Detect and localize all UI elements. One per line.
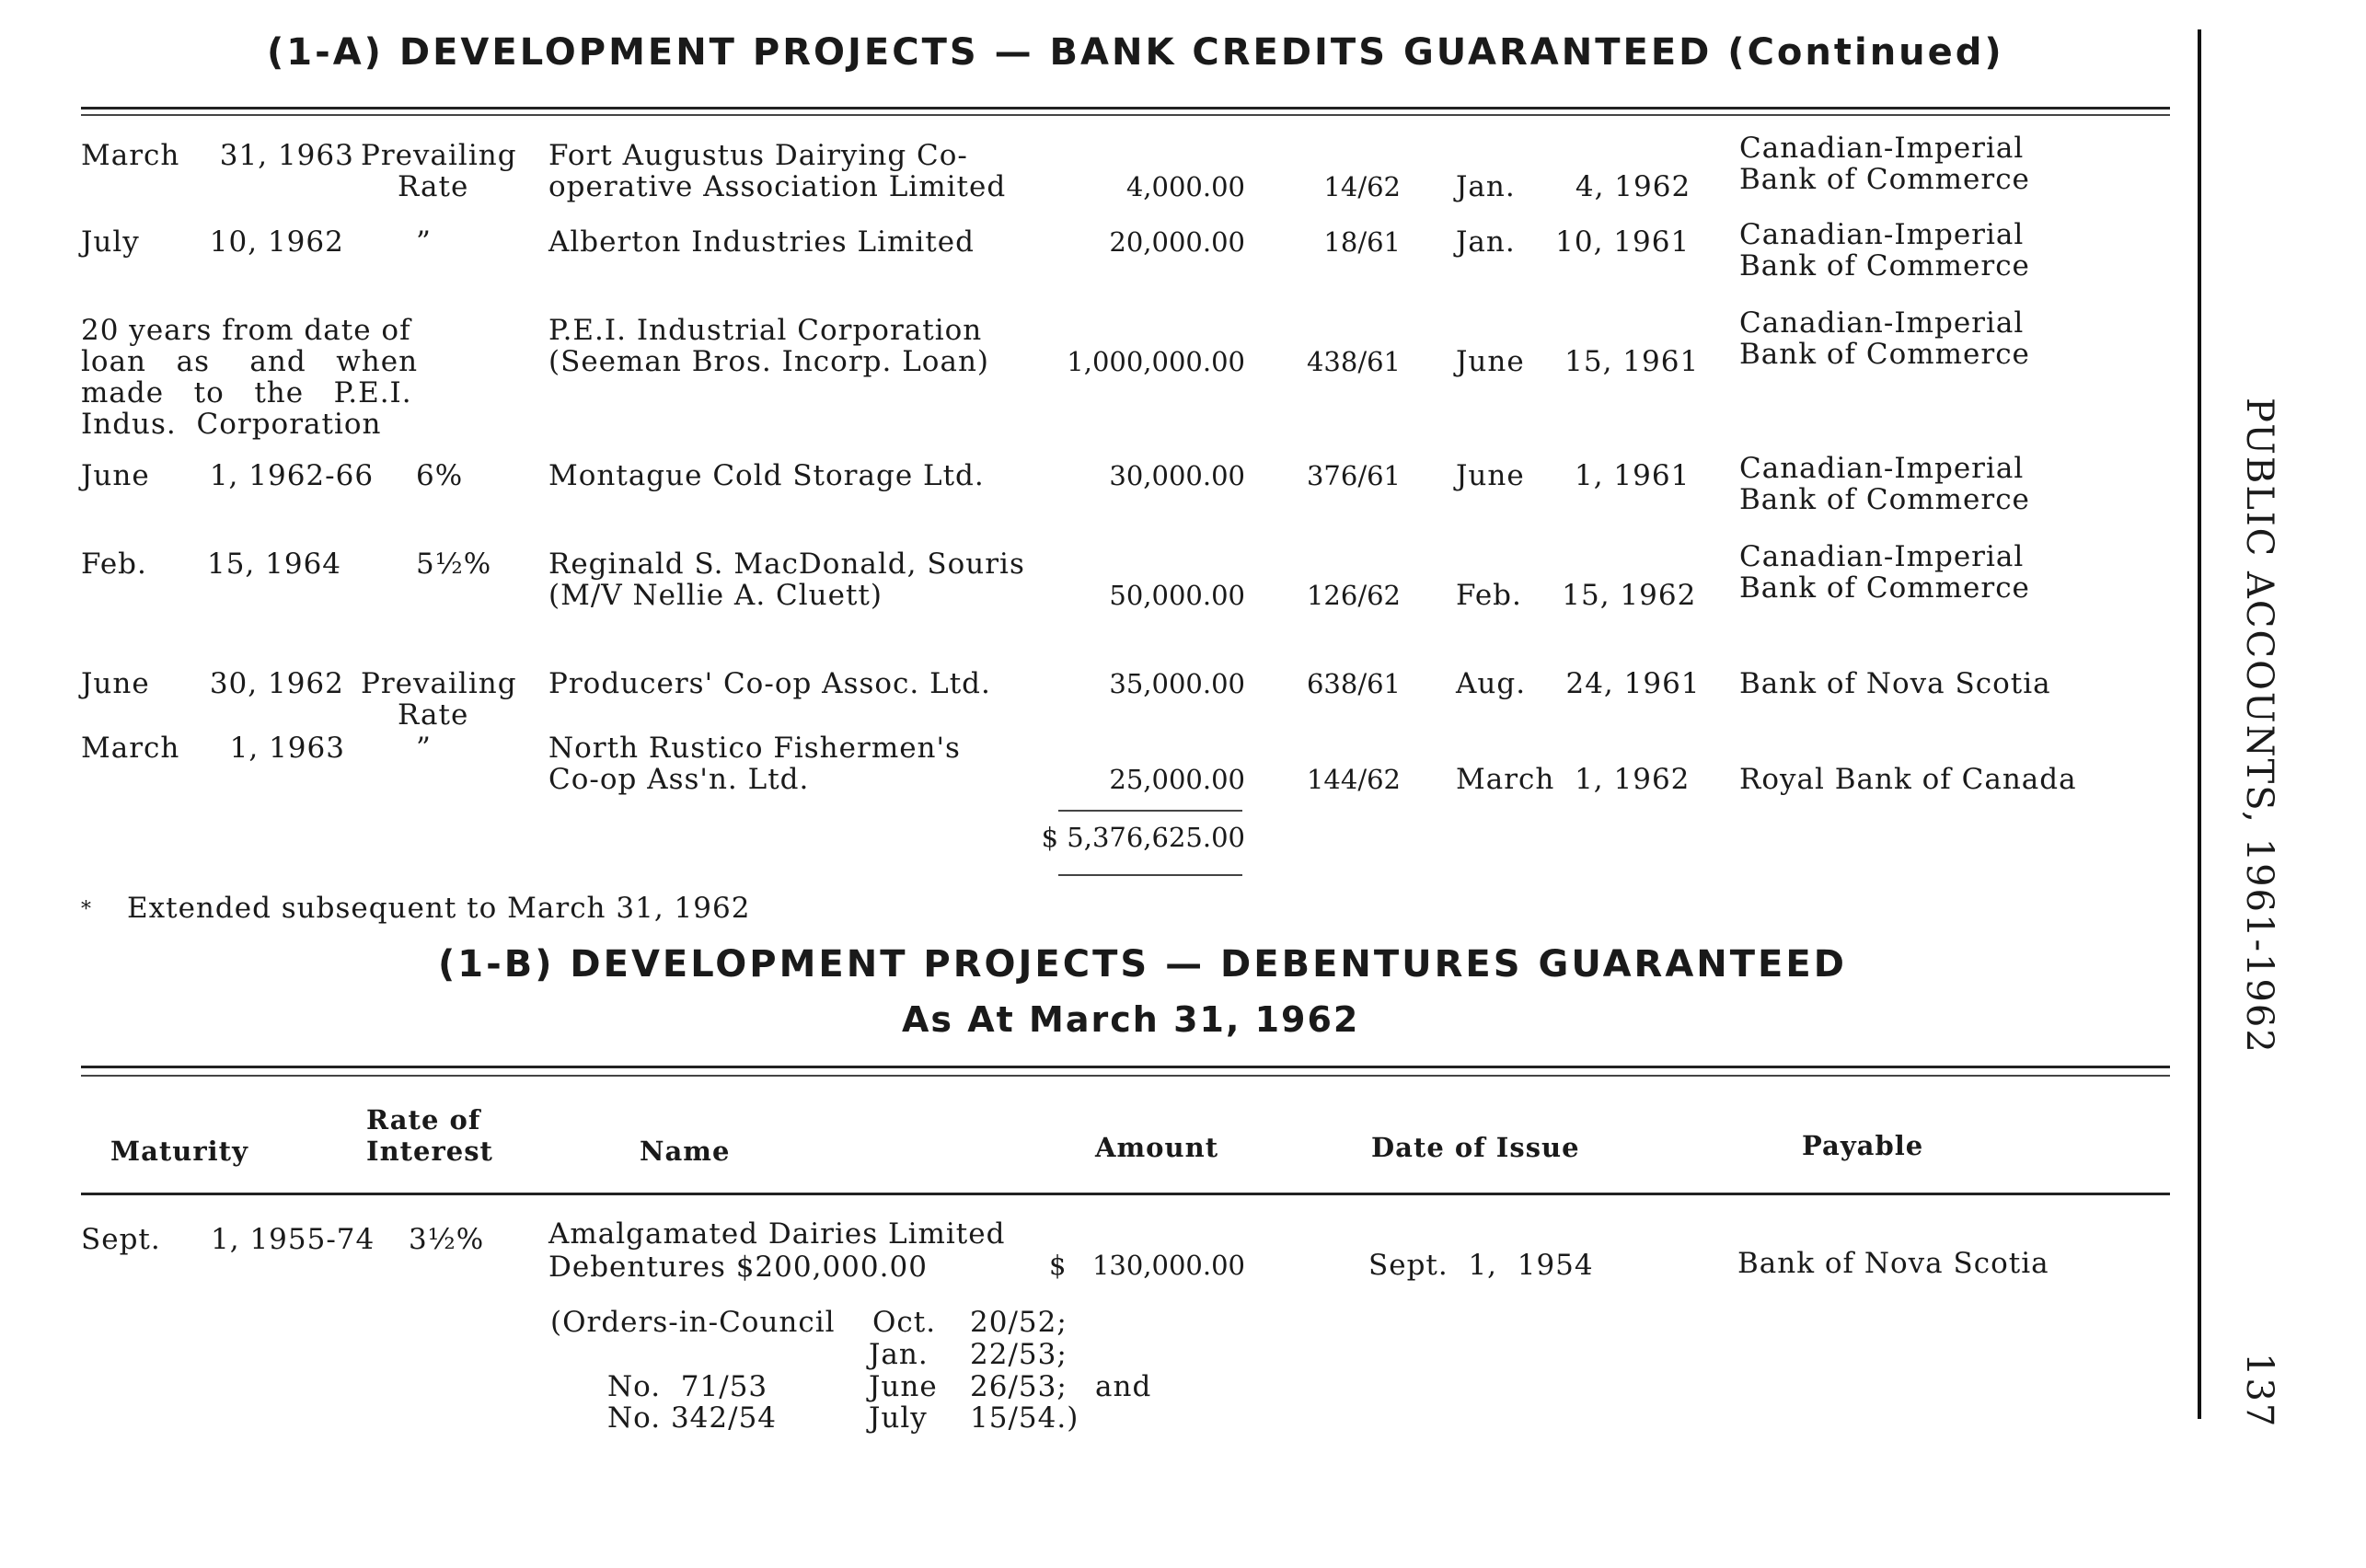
row-3-payable-1: Bank of Commerce xyxy=(1739,483,2030,516)
row-6-payable-0: Royal Bank of Canada xyxy=(1739,763,2077,796)
rule-header-b xyxy=(81,1193,2170,1195)
orders-day-1: 20/52; xyxy=(970,1306,1068,1339)
footnote: Extended subsequent to March 31, 1962 xyxy=(127,892,751,925)
header-rate-1: Rate of xyxy=(366,1104,481,1136)
row-5-amount: 35,000.00 xyxy=(1109,668,1245,699)
row-0-order: 14/62 xyxy=(1323,171,1401,202)
row-2-order: 438/61 xyxy=(1306,346,1401,377)
row-6-rate-0: ” xyxy=(416,732,432,765)
row-4-maturity-0: Feb. 15, 1964 xyxy=(81,548,342,581)
row-3-date: June 1, 1961 xyxy=(1456,459,1691,492)
row-6-date: March 1, 1962 xyxy=(1456,763,1691,796)
row-1-order: 18/61 xyxy=(1323,226,1401,258)
row-0-rate-1: Rate xyxy=(398,170,469,203)
margin-rule xyxy=(2198,29,2201,1419)
section-a-total: $ 5,376,625.00 xyxy=(1041,822,1245,853)
side-running-title: PUBLIC ACCOUNTS, 1961-1962 xyxy=(2238,398,2280,1055)
row-0-maturity-0: March 31, 1963 xyxy=(81,139,354,172)
row-5-rate-0: Prevailing xyxy=(361,667,517,700)
rule-top-a xyxy=(81,107,2170,110)
row-1-date: Jan. 10, 1961 xyxy=(1456,225,1691,259)
row-6-maturity-0: March 1, 1963 xyxy=(81,732,345,765)
row-6-name-1: Co-op Ass'n. Ltd. xyxy=(548,763,810,796)
row-4-order: 126/62 xyxy=(1306,580,1401,611)
row-0-name-0: Fort Augustus Dairying Co- xyxy=(548,139,968,172)
row-5-name-0: Producers' Co-op Assoc. Ltd. xyxy=(548,667,991,700)
orders-day-4: 15/54.) xyxy=(970,1401,1079,1435)
row-5-payable-0: Bank of Nova Scotia xyxy=(1739,667,2051,700)
row-2-maturity-1: loan as and when xyxy=(81,345,419,378)
row-5-order: 638/61 xyxy=(1306,668,1401,699)
row-0-date: Jan. 4, 1962 xyxy=(1456,170,1691,203)
row-4-payable-1: Bank of Commerce xyxy=(1739,571,2030,605)
row-6-name-0: North Rustico Fishermen's xyxy=(548,732,961,765)
row-0-amount: 4,000.00 xyxy=(1125,171,1245,202)
orders-num-1: No. 71/53 xyxy=(607,1370,768,1403)
rule-top-b-2 xyxy=(81,1075,2170,1077)
row-2-amount: 1,000,000.00 xyxy=(1067,346,1245,377)
row-1-amount: 20,000.00 xyxy=(1109,226,1245,258)
orders-num-2: No. 342/54 xyxy=(607,1401,778,1435)
row-2-name-1: (Seeman Bros. Incorp. Loan) xyxy=(548,345,989,378)
header-maturity: Maturity xyxy=(110,1136,248,1167)
footnote-mark: * xyxy=(81,898,92,921)
row-2-maturity-2: made to the P.E.I. xyxy=(81,376,412,409)
row-4-payable-0: Canadian-Imperial xyxy=(1739,540,2025,573)
row-1-payable-0: Canadian-Imperial xyxy=(1739,218,2025,251)
row-4-rate-0: 5½% xyxy=(416,548,492,581)
row-4-date: Feb. 15, 1962 xyxy=(1456,579,1697,612)
row-2-name-0: P.E.I. Industrial Corporation xyxy=(548,314,983,347)
header-date-of-issue: Date of Issue xyxy=(1371,1132,1580,1163)
row-4-name-0: Reginald S. MacDonald, Souris xyxy=(548,548,1025,581)
orders-and: and xyxy=(1095,1370,1152,1403)
b-maturity: Sept. 1, 1955-74 xyxy=(81,1223,375,1256)
b-name-1: Amalgamated Dairies Limited xyxy=(548,1217,1006,1251)
orders-day-2: 22/53; xyxy=(970,1338,1068,1371)
row-0-payable-0: Canadian-Imperial xyxy=(1739,132,2025,165)
orders-day-3: 26/53; xyxy=(970,1370,1068,1403)
row-0-name-1: operative Association Limited xyxy=(548,170,1007,203)
row-3-name-0: Montague Cold Storage Ltd. xyxy=(548,459,985,492)
b-rate: 3½% xyxy=(409,1223,485,1256)
row-6-amount: 25,000.00 xyxy=(1109,764,1245,795)
row-2-payable-1: Bank of Commerce xyxy=(1739,338,2030,371)
header-rate-2: Interest xyxy=(366,1136,493,1167)
page-number: 137 xyxy=(2238,1353,2280,1429)
row-2-maturity-3: Indus. Corporation xyxy=(81,408,382,441)
b-amount: 130,000.00 xyxy=(1091,1250,1245,1281)
rule-top-a-2 xyxy=(81,114,2170,116)
row-5-rate-1: Rate xyxy=(398,698,469,732)
row-1-maturity-0: July 10, 1962 xyxy=(81,225,344,259)
row-4-name-1: (M/V Nellie A. Cluett) xyxy=(548,579,883,612)
orders-month-4: July xyxy=(869,1401,928,1435)
row-3-amount: 30,000.00 xyxy=(1109,460,1245,491)
row-4-amount: 50,000.00 xyxy=(1109,580,1245,611)
header-amount: Amount xyxy=(1095,1132,1219,1163)
b-date: Sept. 1, 1954 xyxy=(1368,1249,1594,1282)
row-3-order: 376/61 xyxy=(1306,460,1401,491)
row-3-payable-0: Canadian-Imperial xyxy=(1739,452,2025,485)
header-payable: Payable xyxy=(1802,1130,1924,1161)
orders-month-2: Jan. xyxy=(869,1338,929,1371)
row-5-maturity-0: June 30, 1962 xyxy=(81,667,344,700)
section-b-title: (1-B) DEVELOPMENT PROJECTS — DEBENTURES GUARANTEED xyxy=(438,943,1847,986)
total-rule-above xyxy=(1058,810,1242,812)
row-1-payable-1: Bank of Commerce xyxy=(1739,249,2030,282)
row-2-maturity-0: 20 years from date of xyxy=(81,314,411,347)
header-name: Name xyxy=(640,1136,731,1167)
orders-month-3: June xyxy=(869,1370,938,1403)
orders-label: (Orders-in-Council xyxy=(550,1306,836,1339)
row-1-name-0: Alberton Industries Limited xyxy=(548,225,975,259)
orders-month-1: Oct. xyxy=(872,1306,937,1339)
row-5-date: Aug. 24, 1961 xyxy=(1456,667,1701,700)
section-b-subtitle: As At March 31, 1962 xyxy=(902,999,1360,1040)
row-3-rate-0: 6% xyxy=(416,459,464,492)
row-2-payable-0: Canadian-Imperial xyxy=(1739,306,2025,340)
row-6-order: 144/62 xyxy=(1306,764,1401,795)
row-0-rate-0: Prevailing xyxy=(361,139,517,172)
b-name-2: Debentures $200,000.00 xyxy=(548,1251,928,1284)
row-0-payable-1: Bank of Commerce xyxy=(1739,163,2030,196)
b-currency: $ xyxy=(1049,1250,1067,1281)
row-3-maturity-0: June 1, 1962-66 xyxy=(81,459,375,492)
rule-top-b xyxy=(81,1066,2170,1068)
row-1-rate-0: ” xyxy=(416,225,432,259)
section-a-title: (1-A) DEVELOPMENT PROJECTS — BANK CREDITS GUARANTEED (Continued) xyxy=(267,31,2004,74)
total-rule-below xyxy=(1058,874,1242,876)
b-payable: Bank of Nova Scotia xyxy=(1737,1247,2049,1280)
row-2-date: June 15, 1961 xyxy=(1456,345,1700,378)
